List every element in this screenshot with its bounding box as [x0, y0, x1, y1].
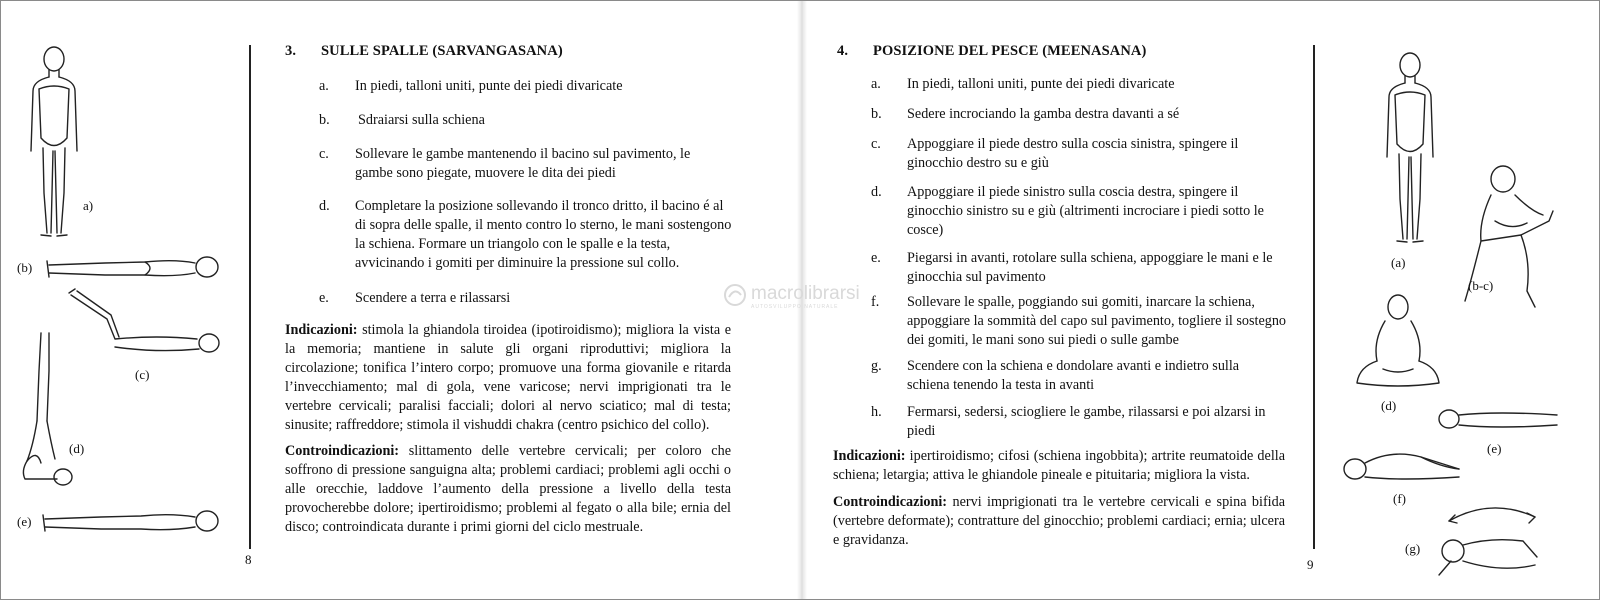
list-item: [319, 289, 739, 309]
item-text: Sollevare le spalle, poggiando sui gomiti, inarcare la schiena, appoggiare la sommità del capo sul pavimento, togliere il sostegno dei gomiti, le mani sono sui piedi o sulle gambe: [907, 294, 1287, 348]
figure-shoulderstand-d: [11, 331, 81, 491]
list-item: [871, 357, 1291, 397]
contraindications-label: Controindicazioni:: [833, 494, 948, 510]
list-item: [871, 403, 1291, 443]
item-letter: b.: [319, 112, 330, 128]
list-item: [319, 77, 739, 97]
figure-standing-a: [19, 43, 89, 243]
section-title-left: [285, 43, 563, 60]
indications-paragraph: [285, 321, 731, 435]
figure-label-e: (e): [1487, 441, 1502, 456]
item-letter: b.: [871, 106, 882, 122]
item-letter: a.: [871, 76, 881, 92]
indications-text: stimola la ghiandola tiroidea (ipotiroidismo); migliora la vista e la memoria; mantiene in salute gli organi riproduttivi; migliora la circolazione; tonifica l’intero corpo; promuove una forma giovanile e ritarda l’invecchiamento; mal di gola, vene varicose; nervi imprigionati tra le vertebre cervicali; paralisi facciali; dolori al nervo sciatico; mal di testa; sinusite; raffreddore; stimola il vishuddi chakra (centro psichico del collo).: [285, 322, 731, 433]
right-page-rule: [1313, 45, 1315, 549]
contraindications-label: Controindicazioni:: [285, 443, 400, 459]
item-letter: c.: [871, 136, 881, 152]
item-text: Appoggiare il piede sinistro sulla coscia destra, spingere il ginocchio sinistro su e giù (altrimenti incrociare i piedi sotto le cosce): [907, 184, 1264, 238]
indications-label: Indicazioni:: [285, 322, 358, 338]
indications-paragraph: [833, 447, 1285, 485]
figure-label-bc: (b-c): [1468, 278, 1494, 293]
figure-rocking-g: [1431, 501, 1555, 581]
item-letter: e.: [871, 250, 881, 266]
figure-label-d: (d): [69, 441, 85, 456]
indications-label: Indicazioni:: [833, 448, 906, 464]
item-text: Scendere a terra e rilassarsi: [355, 290, 511, 306]
item-text: Sdraiarsi sulla schiena: [358, 112, 485, 128]
list-item: [871, 105, 1291, 125]
list-item: [871, 249, 1291, 289]
figure-label-a: (a): [1391, 255, 1406, 270]
figure-lying-e: [41, 507, 225, 537]
figure-lying-b: [45, 253, 225, 283]
item-text: In piedi, talloni uniti, punte dei piedi divaricate: [355, 78, 623, 94]
list-item: [871, 135, 1291, 175]
figure-label-b: (b): [17, 260, 33, 275]
figure-legs-raised-c: [67, 289, 227, 359]
list-item: [871, 183, 1291, 243]
section-heading: SULLE SPALLE (SARVANGASANA): [321, 43, 563, 59]
item-letter: a.: [319, 78, 329, 94]
item-text: Piegarsi in avanti, rotolare sulla schiena, appoggiare le mani e le ginocchia sul pavimento: [907, 250, 1273, 285]
item-text: Fermarsi, sedersi, sciogliere le gambe, rilassarsi e poi alzarsi in piedi: [907, 404, 1266, 439]
list-item: [319, 111, 739, 131]
figure-label-c: (c): [135, 367, 150, 382]
contraindications-paragraph: [833, 493, 1285, 550]
contraindications-text: slittamento delle vertebre cervicali; per coloro che soffrono di pressione sanguigna alta; problemi cardiaci; problemi agli occhi o alle orecchie, laddove l’aumento della pressione a livello della testa provocherebbe dolore; ipertiroidismo; problemi al fegato o alla bile; ernia del disco; controindicata durante i primi giorni del ciclo mestruale.: [285, 443, 731, 535]
figure-standing-a: [1375, 49, 1445, 249]
item-letter: d.: [871, 184, 882, 200]
list-item: [319, 145, 739, 185]
item-letter: e.: [319, 290, 329, 306]
item-letter: f.: [871, 294, 880, 310]
item-letter: h.: [871, 404, 882, 420]
indications-text: ipertiroidismo; cifosi (schiena ingobbita); artrite reumatoide della schiena; letargia; attiva le ghiandole pineale e pituitaria; migliora la vista.: [833, 448, 1285, 483]
item-text: Sedere incrociando la gamba destra davanti a sé: [907, 106, 1180, 122]
list-item: [871, 75, 1291, 95]
watermark-subtext: AUTOSVILUPPO NATURALE: [751, 304, 839, 310]
section-title-right: [837, 43, 1146, 60]
figure-label-d: (d): [1381, 398, 1397, 413]
figure-lying-e: [1437, 405, 1563, 433]
figure-label-g: (g): [1405, 541, 1421, 556]
item-letter: c.: [319, 146, 329, 162]
figure-label-a: a): [83, 198, 94, 213]
list-item: [319, 197, 739, 277]
figure-label-f: (f): [1393, 491, 1406, 506]
page-number-right: 9: [1307, 557, 1314, 572]
figure-label-e: (e): [17, 514, 32, 529]
item-text: Appoggiare il piede destro sulla coscia sinistra, spingere il ginocchio destro su e giù: [907, 136, 1239, 171]
section-number: 3.: [285, 43, 297, 59]
watermark-text: macrolibrarsi: [751, 283, 860, 304]
item-letter: d.: [319, 198, 330, 214]
item-letter: g.: [871, 358, 882, 374]
watermark-logo-icon: [723, 283, 747, 307]
figure-lotus-d: [1353, 291, 1443, 391]
page-number-left: 8: [245, 552, 252, 567]
section-number: 4.: [837, 43, 849, 59]
section-heading: POSIZIONE DEL PESCE (MEENASANA): [873, 43, 1147, 59]
item-text: Completare la posizione sollevando il tronco dritto, il bacino é al di sopra delle spalle, il mento contro lo sterno, le mani sostengono la schiena. Formare un triangolo con le spalle e la testa, avvicinando i gomiti per diminuire la pressione sul collo.: [355, 198, 732, 271]
figure-fish-f: [1341, 447, 1465, 487]
contraindications-paragraph: [285, 442, 731, 537]
item-text: Scendere con la schiena e dondolare avanti e indietro sulla schiena tenendo la testa in avanti: [907, 358, 1240, 393]
left-page-rule: [249, 45, 251, 549]
contraindications-text: nervi imprigionati tra le vertebre cervicali e spina bifida (vertebre deformate); contratture del ginocchio; problemi cardiaci; ernia; ulcera e gravidanza.: [833, 494, 1286, 548]
item-text: Sollevare le gambe mantenendo il bacino sul pavimento, le gambe sono piegate, muovere le dita dei piedi: [355, 146, 691, 181]
list-item: [871, 293, 1291, 353]
item-text: In piedi, talloni uniti, punte dei piedi divaricate: [907, 76, 1175, 92]
